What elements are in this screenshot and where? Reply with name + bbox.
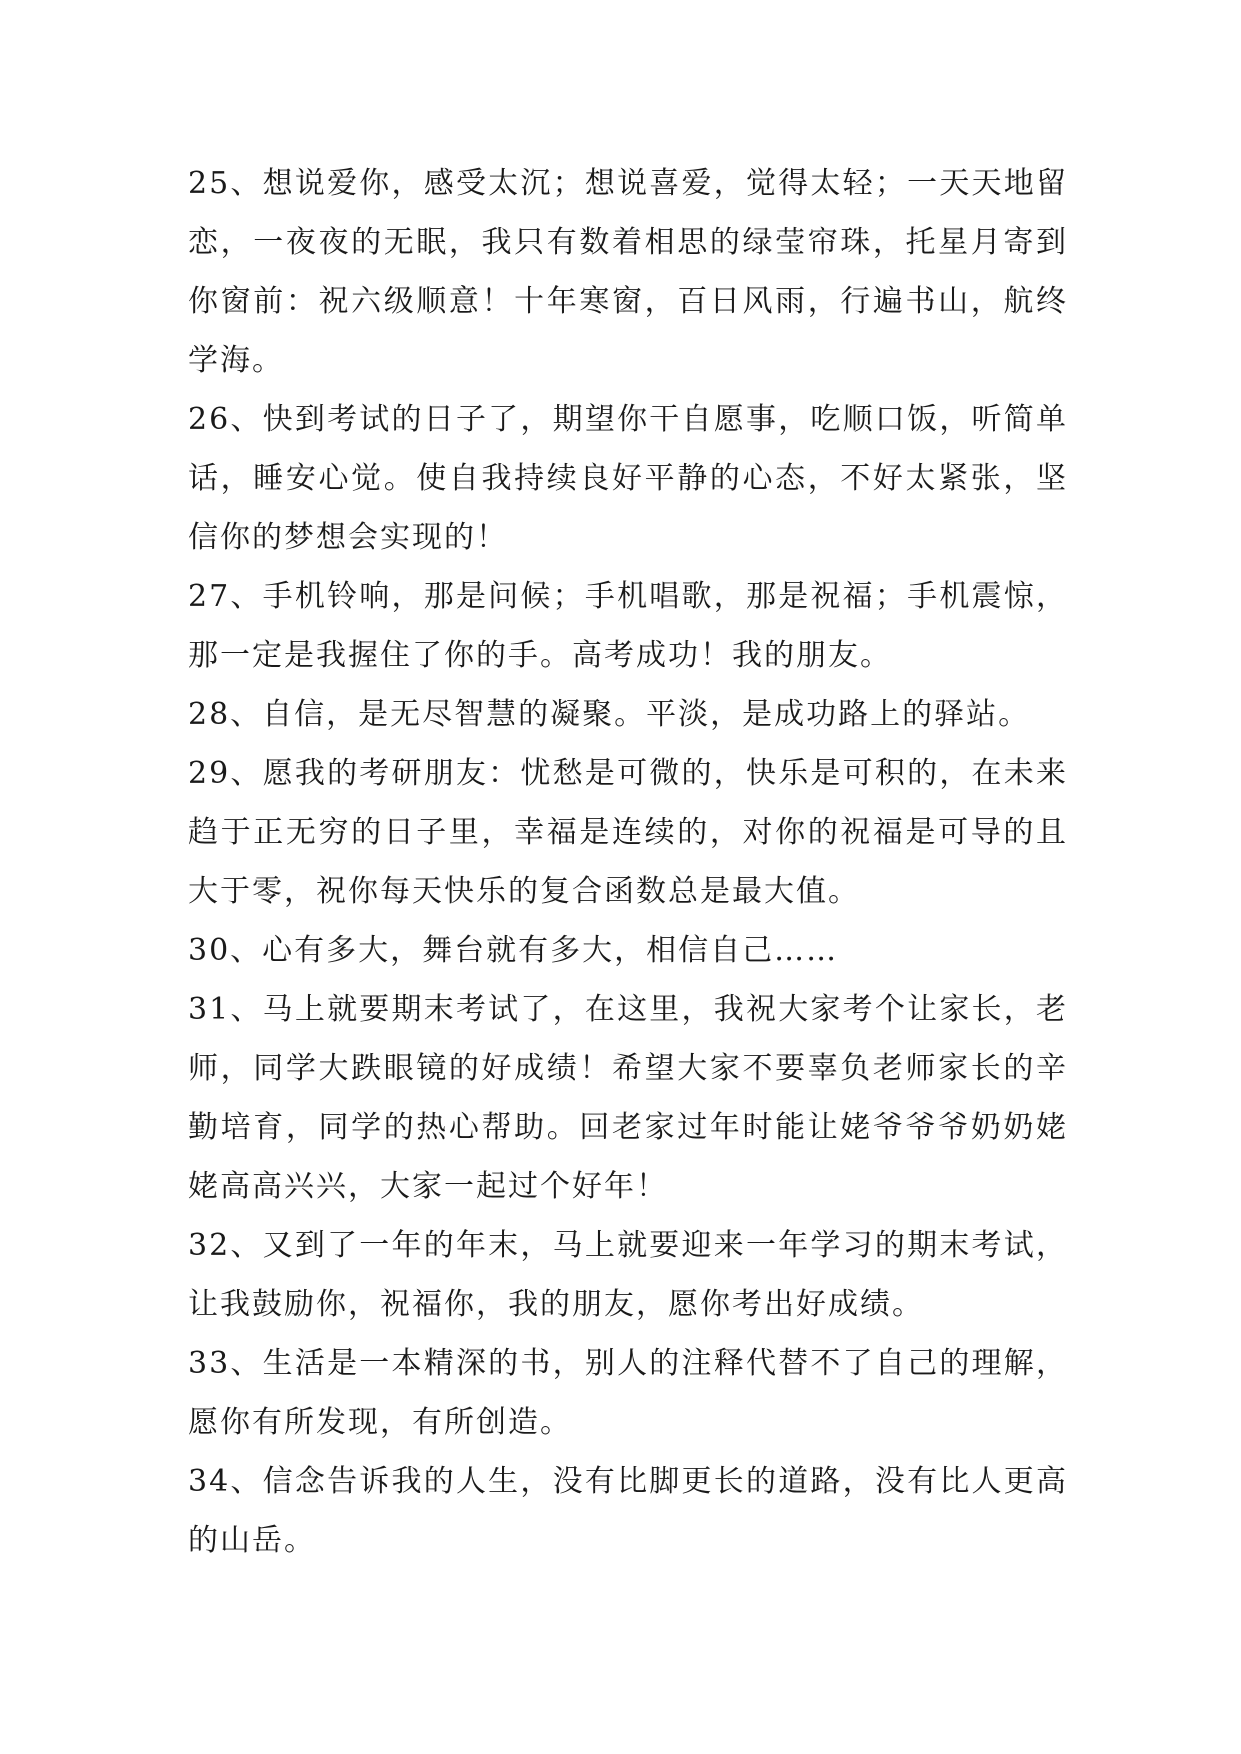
entry-32: 32、又到了一年的年末，马上就要迎来一年学习的期末考试，让我鼓励你，祝福你，我的朋友，愿你考出好成绩。 xyxy=(188,1228,1068,1322)
entry-28: 28、自信，是无尽智慧的凝聚。平淡，是成功路上的驿站。 xyxy=(188,697,1031,732)
entry-34: 34、信念告诉我的人生，没有比脚更长的道路，没有比人更高的山岳。 xyxy=(188,1464,1068,1558)
entry-29: 29、愿我的考研朋友：忧愁是可微的，快乐是可积的，在未来趋于正无穷的日子里，幸福是连续的，对你的祝福是可导的且大于零，祝你每天快乐的复合函数总是最大值。 xyxy=(188,756,1068,909)
document-body xyxy=(188,154,1068,1570)
entry-26: 26、快到考试的日子了，期望你干自愿事，吃顺口饭，听简单话，睡安心觉。使自我持续良好平静的心态，不好太紧张，坚信你的梦想会实现的！ xyxy=(188,402,1068,555)
entry-33: 33、生活是一本精深的书，别人的注释代替不了自己的理解，愿你有所发现，有所创造。 xyxy=(188,1346,1068,1440)
entry-25: 25、想说爱你，感受太沉；想说喜爱，觉得太轻；一天天地留恋，一夜夜的无眠，我只有数着相思的绿莹帘珠，托星月寄到你窗前：祝六级顺意！十年寒窗，百日风雨，行遍书山，航终学海。 xyxy=(188,166,1068,378)
entry-30: 30、心有多大，舞台就有多大，相信自己…… xyxy=(188,933,839,968)
entry-31: 31、马上就要期末考试了，在这里，我祝大家考个让家长，老师，同学大跌眼镜的好成绩！希望大家不要辜负老师家长的辛勤培育，同学的热心帮助。回老家过年时能让姥爷爷爷奶奶姥姥高高兴兴，大家一起过个好年！ xyxy=(188,992,1068,1204)
entry-27: 27、手机铃响，那是问候；手机唱歌，那是祝福；手机震惊，那一定是我握住了你的手。高考成功！我的朋友。 xyxy=(188,579,1068,673)
